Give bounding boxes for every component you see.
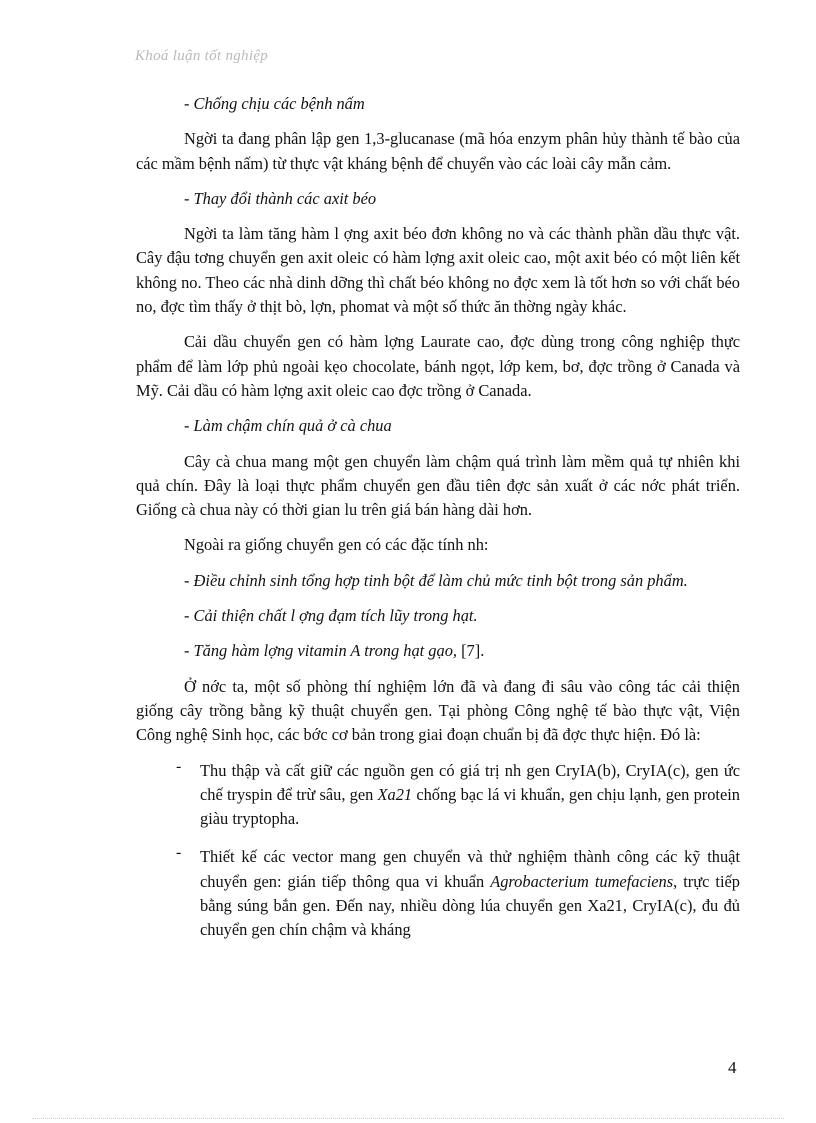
bullet-text: , trực tiếp bằng súng bắn gen. Đến nay, nhiều dòng lúa chuyển gen Xa21, CryIA(c), đu đủ chuyển gen chín chậm và kháng xyxy=(200,871,740,940)
paragraph-vietnam-research: Ở nớc ta, một số phòng thí nghiệm lớn đã và đang đi sâu vào công tác cải thiện giống cây trồng bằng kỹ thuật chuyển gen. Tại phòng Công nghệ tế bào thực vật, Viện Công nghệ Sinh học, các bớc cơ bản trong giai đoạn chuẩn bị đã đợc thực hiện. Đó là: xyxy=(136,676,740,745)
bacterium-name: Agrobacterium tumefaciens xyxy=(490,871,674,891)
bullet-dash: - xyxy=(176,757,182,775)
bullet-item-vector-design xyxy=(136,845,740,942)
page-number: 4 xyxy=(728,1058,737,1077)
heading-fatty-acids: - Thay đổi thành các axit béo xyxy=(184,188,377,208)
bullet-text: Thiết kế các vector mang gen chuyển và thử nghiệm thành công các kỹ thuật chuyển gen: gián tiếp thông qua vi khuẩn xyxy=(200,847,740,891)
footer-divider xyxy=(32,1118,784,1119)
bullet-item-gene-collection xyxy=(136,759,740,832)
paragraph-canola: Cải dầu chuyển gen có hàm lợng Laurate cao, đợc dùng trong công nghiệp thực phẩm để làm lớp phủ ngoài kẹo chocolate, bánh ngọt, lớp kem, bơ, đợc trồng ở Canada và Mỹ. Cải dầu có hàm lợng axit oleic cao đợc trồng ở Canada. xyxy=(136,332,740,400)
citation-reference: [7]. xyxy=(461,641,485,661)
heading-tomato-ripening: - Làm chậm chín quả ở cà chua xyxy=(184,416,392,436)
page-body xyxy=(136,92,740,957)
trait-vitamin-a-text: - Tăng hàm lợng vitamin A trong hạt gạo, xyxy=(184,641,457,661)
paragraph-tomato-ripening: Cây cà chua mang một gen chuyển làm chậm quá trình làm mềm quả tự nhiên khi quả chín. Đây là loại thực phẩm chuyển gen đầu tiên đợc sản xuất ở các nớc phát triển. Giống cà chua này có thời gian lu trên giá bán hàng dài hơn. xyxy=(136,451,740,520)
trait-protein: - Cải thiện chất l ợng đạm tích lũy trong hạt. xyxy=(184,606,478,626)
bullet-dash: - xyxy=(176,844,182,862)
trait-vitamin-a xyxy=(184,639,740,663)
document-header: Khoá luận tốt nghiệp xyxy=(135,48,269,64)
bullet-text: chống bạc lá vi khuẩn, gen chịu lạnh, gen protein giàu tryptopha. xyxy=(200,784,740,829)
paragraph-other-traits-intro: Ngoài ra giống chuyển gen có các đặc tính nh: xyxy=(184,535,489,555)
bullet-text: Thu thập và cất giữ các nguồn gen có giá trị nh gen CryIA(b), CryIA(c), gen ức chế tryspin để trừ sâu, gen xyxy=(200,760,740,804)
gene-name-xa21: Xa21 xyxy=(377,784,413,804)
paragraph-fungus-resistance: Ngời ta đang phân lập gen 1,3-glucanase (mã hóa enzym phân hủy thành tế bào của các mầm bệnh nấm) từ thực vật kháng bệnh để chuyển vào các loài cây mẫn cảm. xyxy=(136,129,740,173)
trait-starch: - Điều chỉnh sinh tổng hợp tinh bột để làm chủ mức tinh bột trong sản phẩm. xyxy=(184,570,688,590)
bullet-list xyxy=(136,759,740,943)
paragraph-fatty-acids: Ngời ta làm tăng hàm l ợng axit béo đơn không no và các thành phần dầu thực vật. Cây đậu tơng chuyển gen axit oleic có hàm lợng axit oleic cao, một axit béo có một liên kết không no. Theo các nhà dinh dỡng thì chất béo không no đợc xem là tốt hơn so với chất béo no, đợc tìm thấy ở thịt bò, lợn, phomat và một số thức ăn thờng ngày khác. xyxy=(136,224,740,317)
heading-fungus-resistance: - Chống chịu các bệnh nấm xyxy=(184,94,365,113)
